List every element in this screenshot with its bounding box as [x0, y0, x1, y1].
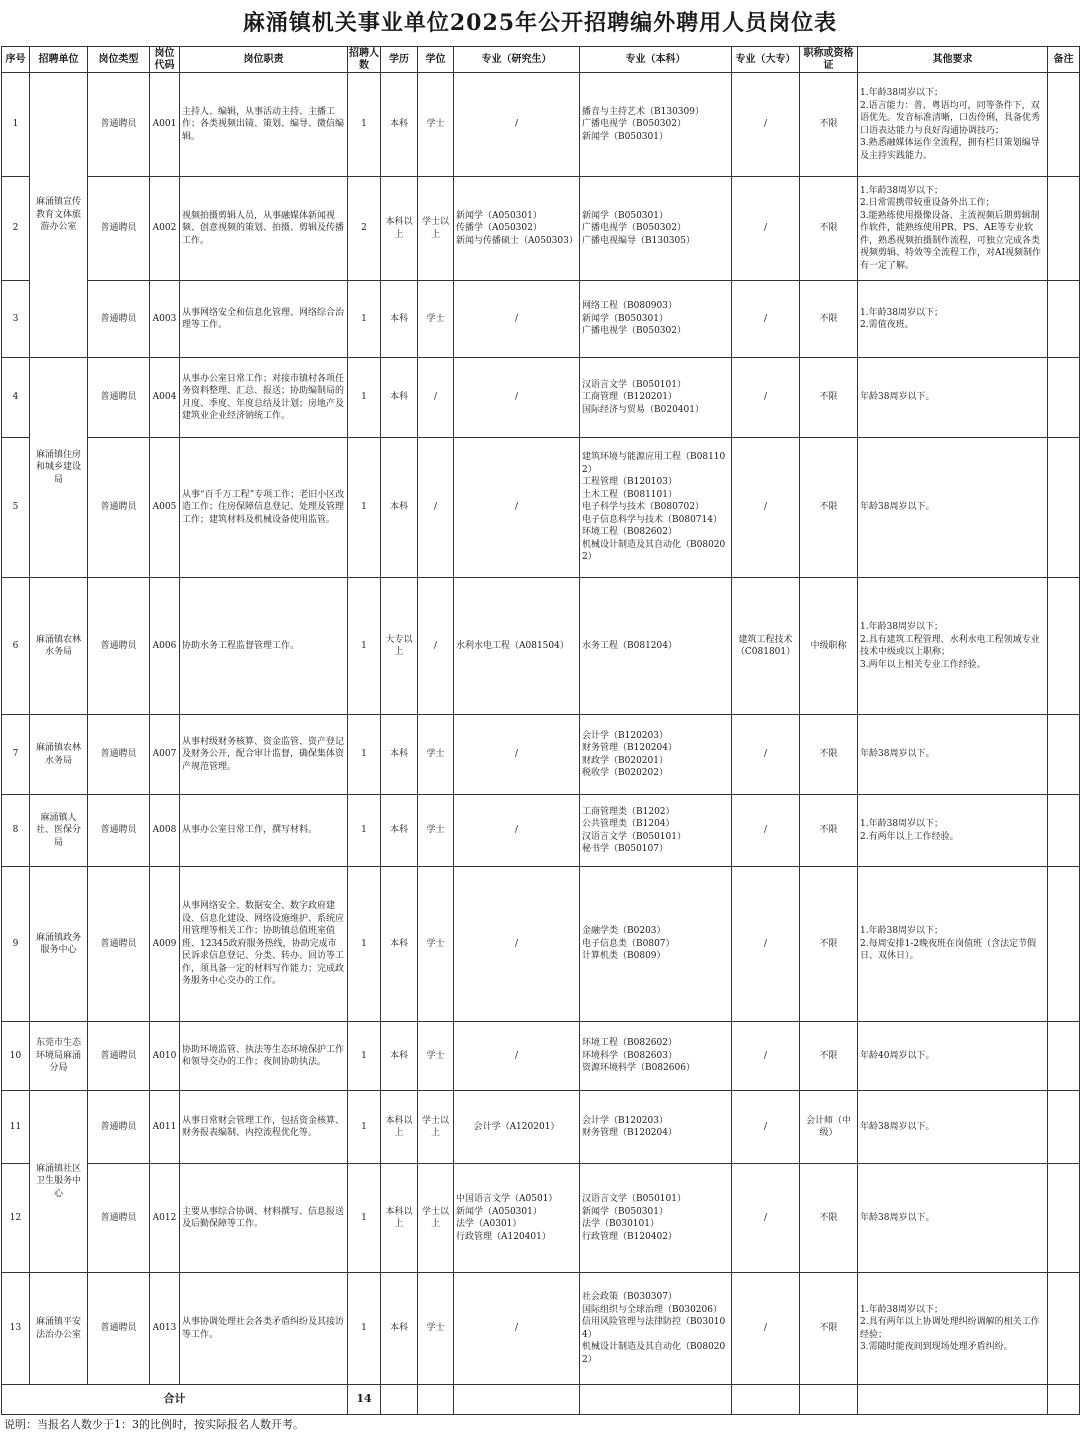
remark-cell — [1048, 715, 1080, 795]
col-header-cert: 职称或资格证 — [800, 47, 858, 73]
code-cell: A007 — [150, 715, 180, 795]
unit-cell: 麻涌镇住房和城乡建设局 — [30, 358, 88, 578]
major-grad-cell: / — [454, 281, 580, 358]
degree-cell: 学士以上 — [418, 1091, 454, 1164]
table-row — [2, 438, 1080, 578]
count-cell: 1 — [348, 795, 381, 867]
type-cell: 普通聘员 — [88, 1022, 150, 1091]
remark-cell — [1048, 795, 1080, 867]
type-cell: 普通聘员 — [88, 73, 150, 177]
count-cell: 1 — [348, 715, 381, 795]
remark-cell — [1048, 177, 1080, 281]
count-cell: 2 — [348, 177, 381, 281]
duty-cell: 视频拍摄剪辑人员，从事融媒体新闻视频、创意视频的策划、拍摄、剪辑及传播工作。 — [180, 177, 348, 281]
major-grad-cell: / — [454, 867, 580, 1022]
total-label: 合计 — [2, 1385, 348, 1415]
degree-cell: 学士以上 — [418, 1164, 454, 1273]
seq-cell: 1 — [2, 73, 30, 177]
code-cell: A002 — [150, 177, 180, 281]
type-cell: 普通聘员 — [88, 795, 150, 867]
table-row — [2, 1022, 1080, 1091]
unit-cell: 麻涌镇平安法治办公室 — [30, 1273, 88, 1385]
degree-cell: 学士 — [418, 1022, 454, 1091]
unit-cell: 麻涌镇农林水务局 — [30, 715, 88, 795]
major-college-cell: / — [732, 1091, 800, 1164]
code-cell: A012 — [150, 1164, 180, 1273]
col-header-code: 岗位代码 — [150, 47, 180, 73]
count-cell: 1 — [348, 867, 381, 1022]
table-row — [2, 73, 1080, 177]
count-cell: 1 — [348, 1022, 381, 1091]
seq-cell: 7 — [2, 715, 30, 795]
duty-cell: 主要从事综合协调、材料撰写、信息报送及后勤保障等工作。 — [180, 1164, 348, 1273]
edu-cell: 本科 — [381, 1022, 418, 1091]
type-cell: 普通聘员 — [88, 715, 150, 795]
remark-cell — [1048, 1164, 1080, 1273]
col-header-major-college: 专业（大专） — [732, 47, 800, 73]
type-cell: 普通聘员 — [88, 1164, 150, 1273]
degree-cell: 学士 — [418, 281, 454, 358]
count-cell: 1 — [348, 1273, 381, 1385]
footnote: 说明：当报名人数少于1：3的比例时，按实际报名人数开考。 — [4, 1418, 304, 1431]
seq-cell: 8 — [2, 795, 30, 867]
total-value: 14 — [348, 1385, 381, 1415]
cert-cell: 会计师（中级） — [800, 1091, 858, 1164]
type-cell: 普通聘员 — [88, 578, 150, 715]
unit-cell: 麻涌镇政务服务中心 — [30, 867, 88, 1022]
duty-cell: 从事日常财会管理工作，包括资金核算、财务报表编制、内控流程优化等。 — [180, 1091, 348, 1164]
seq-cell: 6 — [2, 578, 30, 715]
count-cell: 1 — [348, 358, 381, 438]
major-college-cell: / — [732, 177, 800, 281]
other-cell: 年龄38周岁以下。 — [858, 715, 1048, 795]
cert-cell: 不限 — [800, 1273, 858, 1385]
code-cell: A001 — [150, 73, 180, 177]
major-grad-cell: / — [454, 358, 580, 438]
edu-cell: 大专以上 — [381, 578, 418, 715]
cert-cell: 不限 — [800, 73, 858, 177]
code-cell: A011 — [150, 1091, 180, 1164]
col-header-unit: 招聘单位 — [30, 47, 88, 73]
major-ug-cell: 汉语言文学（B050101） 新闻学（B050301） 法学（B030101） 行政管理（B120402） — [580, 1164, 732, 1273]
major-ug-cell: 环境工程（B082602） 环境科学（B082603） 资源环境科学（B082606） — [580, 1022, 732, 1091]
seq-cell: 4 — [2, 358, 30, 438]
header-row — [2, 47, 1080, 73]
major-ug-cell: 新闻学（B050301） 广播电视学（B050302） 广播电视编导（B130305） — [580, 177, 732, 281]
edu-cell: 本科 — [381, 795, 418, 867]
table-row — [2, 578, 1080, 715]
major-college-cell: / — [732, 438, 800, 578]
cert-cell: 不限 — [800, 867, 858, 1022]
remark-cell — [1048, 867, 1080, 1022]
type-cell: 普通聘员 — [88, 281, 150, 358]
major-ug-cell: 社会政策（B030307） 国际组织与全球治理（B030206） 信用风险管理与法律防控（B030104） 机械设计制造及其自动化（B080202） — [580, 1273, 732, 1385]
col-header-type: 岗位类型 — [88, 47, 150, 73]
degree-cell: / — [418, 358, 454, 438]
seq-cell: 13 — [2, 1273, 30, 1385]
seq-cell: 9 — [2, 867, 30, 1022]
remark-cell — [1048, 1022, 1080, 1091]
degree-cell: 学士 — [418, 715, 454, 795]
edu-cell: 本科 — [381, 438, 418, 578]
seq-cell: 10 — [2, 1022, 30, 1091]
major-grad-cell: / — [454, 1022, 580, 1091]
major-college-cell: / — [732, 1022, 800, 1091]
positions-table — [1, 46, 1080, 1415]
duty-cell: 协助水务工程监督管理工作。 — [180, 578, 348, 715]
major-college-cell: / — [732, 715, 800, 795]
table-row — [2, 281, 1080, 358]
degree-cell: 学士 — [418, 867, 454, 1022]
edu-cell: 本科以上 — [381, 177, 418, 281]
seq-cell: 2 — [2, 177, 30, 281]
other-cell: 年龄38周岁以下。 — [858, 358, 1048, 438]
major-college-cell: 建筑工程技术（C081801） — [732, 578, 800, 715]
seq-cell: 11 — [2, 1091, 30, 1164]
code-cell: A010 — [150, 1022, 180, 1091]
code-cell: A004 — [150, 358, 180, 438]
code-cell: A003 — [150, 281, 180, 358]
major-ug-cell: 金融学类（B0203） 电子信息类（B0807） 计算机类（B0809） — [580, 867, 732, 1022]
degree-cell: / — [418, 578, 454, 715]
seq-cell: 3 — [2, 281, 30, 358]
unit-cell: 东莞市生态环境局麻涌分局 — [30, 1022, 88, 1091]
cert-cell: 不限 — [800, 715, 858, 795]
duty-cell: 从事网络安全和信息化管理、网络综合治理等工作。 — [180, 281, 348, 358]
col-header-major-grad: 专业（研究生） — [454, 47, 580, 73]
page-title: 麻涌镇机关事业单位2025年公开招聘编外聘用人员岗位表 — [242, 10, 838, 36]
type-cell: 普通聘员 — [88, 438, 150, 578]
col-header-degree: 学位 — [418, 47, 454, 73]
col-header-remark: 备注 — [1048, 47, 1080, 73]
duty-cell: 从事村级财务核算、资金监管、资产登记及财务公开，配合审计监督，确保集体资产规范管理。 — [180, 715, 348, 795]
cert-cell: 不限 — [800, 281, 858, 358]
count-cell: 1 — [348, 578, 381, 715]
remark-cell — [1048, 1273, 1080, 1385]
edu-cell: 本科以上 — [381, 1164, 418, 1273]
type-cell: 普通聘员 — [88, 177, 150, 281]
major-ug-cell: 会计学（B120203） 财务管理（B120204） — [580, 1091, 732, 1164]
table-row — [2, 867, 1080, 1022]
remark-cell — [1048, 281, 1080, 358]
col-header-other: 其他要求 — [858, 47, 1048, 73]
edu-cell: 本科 — [381, 281, 418, 358]
major-ug-cell: 汉语言文学（B050101） 工商管理（B120201） 国际经济与贸易（B020401） — [580, 358, 732, 438]
other-cell: 1.年龄38周岁以下； 2.每周安排1-2晚夜班在岗值班（含法定节假日、双休日）。 — [858, 867, 1048, 1022]
table-row — [2, 358, 1080, 438]
major-grad-cell: 水利水电工程（A081504） — [454, 578, 580, 715]
major-ug-cell: 会计学（B120203） 财务管理（B120204） 财政学（B020201） 税收学（B020202） — [580, 715, 732, 795]
other-cell: 1.年龄38周岁以下； 2.日常需携带较重设备外出工作； 3.能熟练使用摄像设备、主流视频后期剪辑制作软件，能熟练使用PR、PS、AE等专业软件，熟悉视频拍摄制作流程，可独立完成各类视频剪辑、特效等全流程工作，对AI视频制作有一定了解。 — [858, 177, 1048, 281]
major-grad-cell: / — [454, 1273, 580, 1385]
major-ug-cell: 播音与主持艺术（B130309） 广播电视学（B050302） 新闻学（B050301） — [580, 73, 732, 177]
col-header-edu: 学历 — [381, 47, 418, 73]
major-grad-cell: / — [454, 73, 580, 177]
unit-cell: 麻涌镇宣传教育文体旅游办公室 — [30, 73, 88, 358]
count-cell: 1 — [348, 281, 381, 358]
code-cell: A009 — [150, 867, 180, 1022]
other-cell: 1.年龄38周岁以下； 2.有两年以上工作经验。 — [858, 795, 1048, 867]
major-college-cell: / — [732, 795, 800, 867]
major-grad-cell: / — [454, 715, 580, 795]
count-cell: 1 — [348, 1164, 381, 1273]
duty-cell: 从事协调处理社会各类矛盾纠纷及其接访等工作。 — [180, 1273, 348, 1385]
col-header-major-ug: 专业（本科） — [580, 47, 732, 73]
major-ug-cell: 水务工程（B081204） — [580, 578, 732, 715]
major-ug-cell: 网络工程（B080903） 新闻学（B050301） 广播电视学（B050302） — [580, 281, 732, 358]
major-college-cell: / — [732, 1273, 800, 1385]
degree-cell: / — [418, 438, 454, 578]
edu-cell: 本科 — [381, 358, 418, 438]
major-grad-cell: / — [454, 438, 580, 578]
major-grad-cell: / — [454, 795, 580, 867]
code-cell: A006 — [150, 578, 180, 715]
major-college-cell: / — [732, 358, 800, 438]
other-cell: 1.年龄38周岁以下； 2.需值夜班。 — [858, 281, 1048, 358]
other-cell: 1.年龄38周岁以下； 2.语言能力：普、粤语均可，同等条件下，双语优先。发音标准清晰，口齿伶俐，具备优秀口语表达能力与良好沟通协调技巧； 3.熟悉融媒体运作全流程，拥有栏目策划编导及主持实践能力。 — [858, 73, 1048, 177]
table-row — [2, 1091, 1080, 1164]
degree-cell: 学士 — [418, 73, 454, 177]
cert-cell: 不限 — [800, 358, 858, 438]
code-cell: A005 — [150, 438, 180, 578]
col-header-duty: 岗位职责 — [180, 47, 348, 73]
cert-cell: 不限 — [800, 795, 858, 867]
count-cell: 1 — [348, 1091, 381, 1164]
edu-cell: 本科 — [381, 867, 418, 1022]
table-row — [2, 795, 1080, 867]
cert-cell: 不限 — [800, 1164, 858, 1273]
count-cell: 1 — [348, 73, 381, 177]
major-grad-cell: 会计学（A120201） — [454, 1091, 580, 1164]
unit-cell: 麻涌镇农林水务局 — [30, 578, 88, 715]
duty-cell: 协助环境监管、执法等生态环境保护工作和领导交办的工作；夜间协助执法。 — [180, 1022, 348, 1091]
table-row — [2, 1164, 1080, 1273]
other-cell: 1.年龄38周岁以下； 2.具有建筑工程管理、水利水电工程领域专业技术中级或以上职称； 3.两年以上相关专业工作经验。 — [858, 578, 1048, 715]
degree-cell: 学士 — [418, 795, 454, 867]
remark-cell — [1048, 73, 1080, 177]
unit-cell: 麻涌镇人社、医保分局 — [30, 795, 88, 867]
major-college-cell: / — [732, 281, 800, 358]
remark-cell — [1048, 358, 1080, 438]
type-cell: 普通聘员 — [88, 358, 150, 438]
other-cell: 年龄40周岁以下。 — [858, 1022, 1048, 1091]
degree-cell: 学士以上 — [418, 177, 454, 281]
duty-cell: 从事“百千万工程”专项工作；老旧小区改造工作；住房保障信息登记、处理及管理工作；建筑材料及机械设备使用监管。 — [180, 438, 348, 578]
table-row — [2, 177, 1080, 281]
major-ug-cell: 建筑环境与能源应用工程（B081102） 工程管理（B120103） 土木工程（B081101） 电子科学与技术（B080702） 电子信息科学与技术（B080714） 环境工程（B082602） 机械设计制造及其自动化（B080202） — [580, 438, 732, 578]
seq-cell: 12 — [2, 1164, 30, 1273]
remark-cell — [1048, 1091, 1080, 1164]
degree-cell: 学士 — [418, 1273, 454, 1385]
duty-cell: 从事网络安全、数据安全、数字政府建设、信息化建设、网络设施维护、系统应用管理等相关工作；协助镇总值班室值班、12345政府服务热线，协助完成市民诉求信息登记、分类、转办、回访等工作，须具备一定的材料写作能力；完成政务服务中心交办的工作。 — [180, 867, 348, 1022]
major-college-cell: / — [732, 73, 800, 177]
code-cell: A008 — [150, 795, 180, 867]
remark-cell — [1048, 578, 1080, 715]
duty-cell: 从事办公室日常工作；对接市镇村各项任务资料整理、汇总、报送；协助编制局的月度、季度、年度总结及计划；房地产及建筑业企业经济钠统工作。 — [180, 358, 348, 438]
type-cell: 普通聘员 — [88, 1091, 150, 1164]
type-cell: 普通聘员 — [88, 867, 150, 1022]
major-college-cell: / — [732, 1164, 800, 1273]
other-cell: 年龄38周岁以下。 — [858, 438, 1048, 578]
major-grad-cell: 中国语言文学（A0501） 新闻学（A050301） 法学（A0301） 行政管理（A120401） — [454, 1164, 580, 1273]
edu-cell: 本科 — [381, 1273, 418, 1385]
unit-cell: 麻涌镇社区卫生服务中心 — [30, 1091, 88, 1273]
seq-cell: 5 — [2, 438, 30, 578]
duty-cell: 从事办公室日常工作，撰写材料。 — [180, 795, 348, 867]
col-header-count: 招聘人数 — [349, 47, 379, 71]
edu-cell: 本科 — [381, 715, 418, 795]
edu-cell: 本科 — [381, 73, 418, 177]
cert-cell: 不限 — [800, 438, 858, 578]
major-college-cell: / — [732, 867, 800, 1022]
total-row — [2, 1385, 1080, 1415]
other-cell: 年龄38周岁以下。 — [858, 1091, 1048, 1164]
other-cell: 1.年龄38周岁以下； 2.具有两年以上协调处理纠纷调解的相关工作经验； 3.需随时能夜间到现场处理矛盾纠纷。 — [858, 1273, 1048, 1385]
cert-cell: 不限 — [800, 177, 858, 281]
type-cell: 普通聘员 — [88, 1273, 150, 1385]
edu-cell: 本科以上 — [381, 1091, 418, 1164]
duty-cell: 主持人、编辑，从事活动主持、主播工作；各类视频出镜、策划、编导、微信编辑。 — [180, 73, 348, 177]
col-header-seq: 序号 — [2, 47, 30, 73]
table-row — [2, 715, 1080, 795]
major-grad-cell: 新闻学（A050301） 传播学（A050302） 新闻与传播硕士（A050303） — [454, 177, 580, 281]
cert-cell: 不限 — [800, 1022, 858, 1091]
major-ug-cell: 工商管理类（B1202） 公共管理类（B1204） 汉语言文学（B050101） 秘书学（B050107） — [580, 795, 732, 867]
cert-cell: 中级职称 — [800, 578, 858, 715]
remark-cell — [1048, 438, 1080, 578]
count-cell: 1 — [348, 438, 381, 578]
code-cell: A013 — [150, 1273, 180, 1385]
other-cell: 年龄38周岁以下。 — [858, 1164, 1048, 1273]
table-row — [2, 1273, 1080, 1385]
